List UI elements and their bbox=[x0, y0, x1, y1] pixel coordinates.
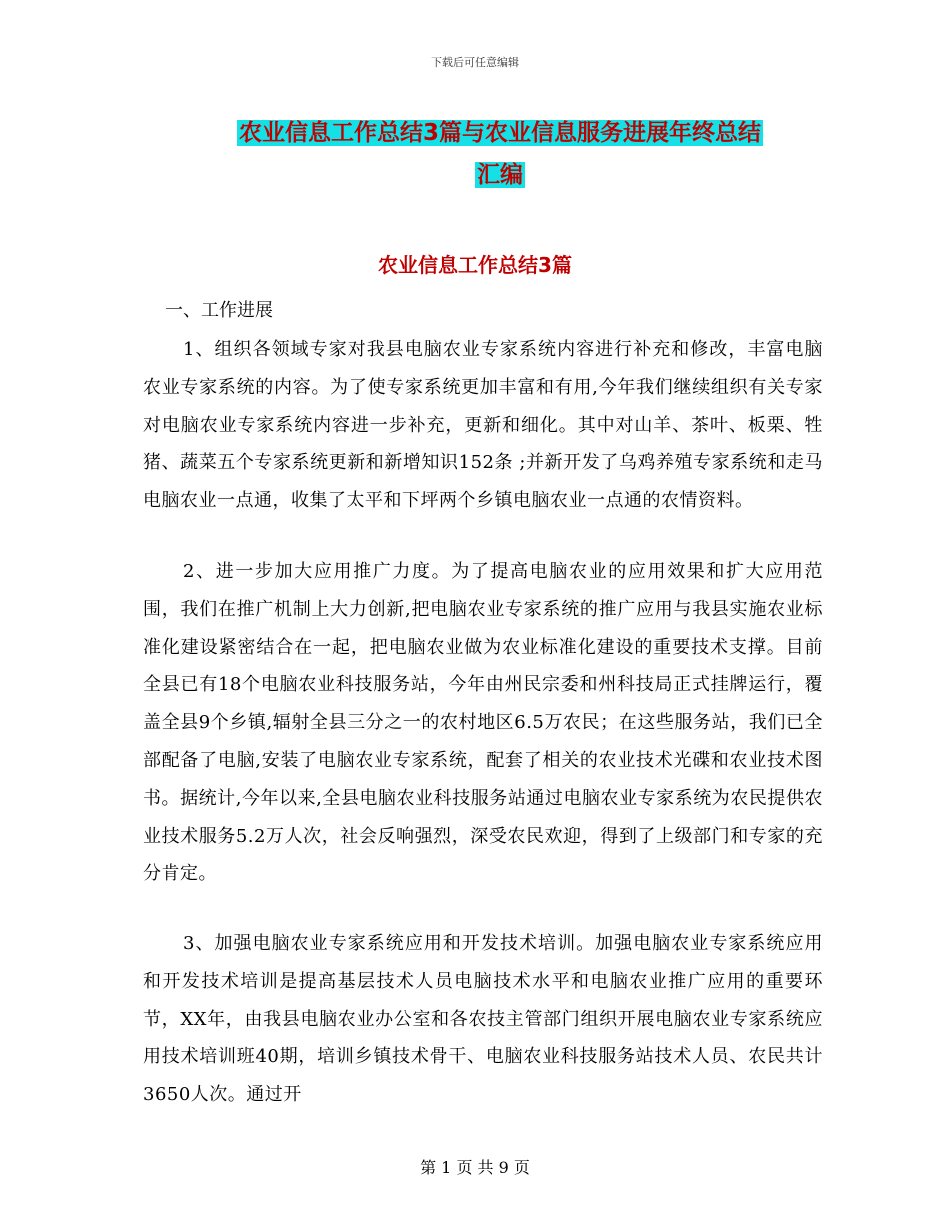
paragraph-3: 3、加强电脑农业专家系统应用和开发技术培训。加强电脑农业专家系统应用和开发技术培训是提高基层技术人员电脑技术水平和电脑农业推广应用的重要环节，XX年，由我县电脑农业办公室和各农技主管部门组织开展电脑农业专家系统应用技术培训班40期，培训乡镇技术骨干、电脑农业科技服务站技术人员、农民共计3650人次。通过开 bbox=[143, 933, 823, 1106]
page-number: 第 1 页 共 9 页 bbox=[420, 1158, 530, 1177]
section-title: 农业信息工作总结3篇 bbox=[378, 253, 572, 277]
document-title bbox=[150, 112, 850, 196]
paragraph-1: 1、组织各领域专家对我县电脑农业专家系统内容进行补充和修改，丰富电脑农业专家系统的内容。为了使专家系统更加丰富和有用,今年我们继续组织有关专家对电脑农业专家系统内容进一步补充，更新和细化。其中对山羊、茶叶、板栗、牲猪、蔬菜五个专家系统更新和新增知识152条 ;并新开发了乌鸡养殖专家系统和走马电脑农业一点通，收集了太平和下坪两个乡镇电脑农业一点通的农情资料。 bbox=[143, 339, 823, 512]
title-line-2: 汇编 bbox=[477, 162, 523, 188]
paragraph-2: 2、进一步加大应用推广力度。为了提高电脑农业的应用效果和扩大应用范围，我们在推广机制上大力创新,把电脑农业专家系统的推广应用与我县实施农业标准化建设紧密结合在一起，把电脑农业做为农业标准化建设的重要技术支撑。目前全县已有18个电脑农业科技服务站，今年由州民宗委和州科技局正式挂牌运行，覆盖全县9个乡镇,辐射全县三分之一的农村地区6.5万农民；在这些服务站，我们已全部配备了电脑,安装了电脑农业专家系统，配套了相关的农业技术光碟和农业技术图书。据统计,今年以来,全县电脑农业科技服务站通过电脑农业专家系统为农民提供农业技术服务5.2万人次，社会反响强烈，深受农民欢迎，得到了上级部门和专家的充分肯定。 bbox=[143, 561, 823, 885]
header-note: 下载后可任意编辑 bbox=[431, 56, 519, 69]
section-heading: 一、工作进展 bbox=[165, 300, 273, 321]
title-line-1: 农业信息工作总结3篇与农业信息服务进展年终总结 bbox=[238, 120, 761, 146]
